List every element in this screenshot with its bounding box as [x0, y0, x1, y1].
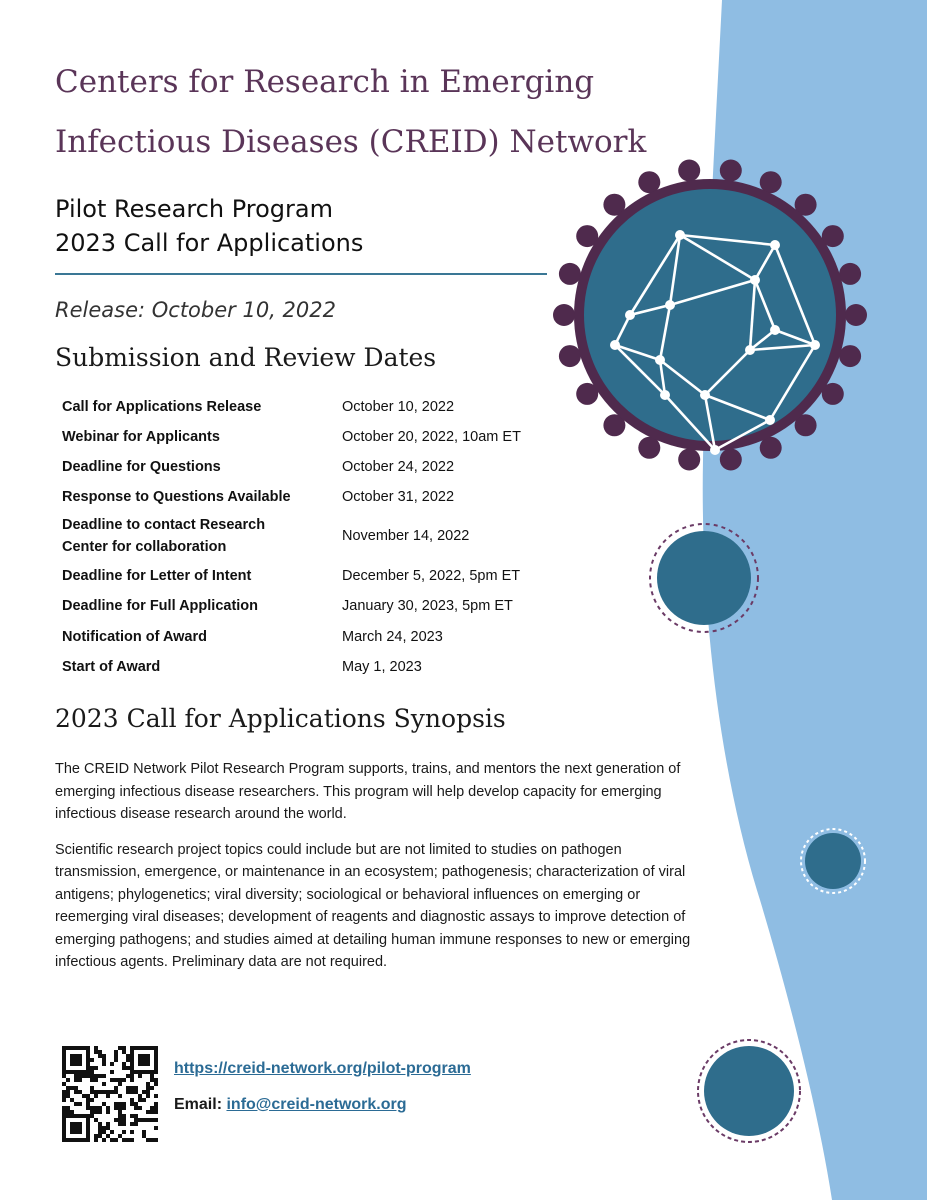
page-title [55, 52, 655, 172]
synopsis-heading: 2023 Call for Applications Synopsis [55, 704, 506, 733]
date-value: October 10, 2022 [342, 399, 455, 415]
date-row [62, 560, 582, 591]
date-label: Start of Award [62, 659, 161, 675]
virus-network-icon [545, 150, 875, 480]
date-label: Notification of Award [62, 628, 207, 645]
qr-code-icon[interactable] [62, 1046, 158, 1142]
date-value: November 14, 2022 [342, 528, 470, 544]
title-line-1: Centers for Research in Emerging [55, 64, 595, 100]
program-line-2: 2023 Call for Applications [55, 229, 364, 257]
date-row [62, 392, 582, 422]
dates-heading: Submission and Review Dates [55, 343, 437, 372]
date-label: Deadline to contact Research Center for collaboration [62, 517, 266, 555]
date-row [62, 621, 582, 652]
date-value: October 24, 2022 [342, 459, 455, 475]
virus-icon [798, 826, 868, 896]
contact-block [174, 1060, 471, 1114]
date-value: May 1, 2023 [342, 659, 422, 675]
divider [55, 273, 547, 275]
synopsis-body [55, 758, 695, 987]
date-row [62, 422, 582, 452]
date-label: Deadline for Letter of Intent [62, 567, 252, 584]
date-row [62, 482, 582, 512]
release-date: Release: October 10, 2022 [55, 298, 336, 322]
date-label: Response to Questions Available [62, 489, 291, 505]
date-value: March 24, 2023 [342, 628, 443, 645]
title-line-2: Infectious Diseases (CREID) Network [55, 124, 647, 160]
date-label: Webinar for Applicants [62, 429, 220, 445]
email-label: Email: [174, 1096, 223, 1113]
dates-table [62, 392, 582, 682]
virus-icon [646, 520, 762, 636]
date-value: October 31, 2022 [342, 489, 455, 505]
date-value: October 20, 2022, 10am ET [342, 429, 521, 445]
date-label: Deadline for Full Application [62, 598, 259, 614]
virus-icon [694, 1036, 804, 1146]
date-row [62, 652, 582, 682]
program-line-1: Pilot Research Program [55, 195, 333, 223]
date-label: Call for Applications Release [62, 399, 262, 415]
synopsis-paragraph: The CREID Network Pilot Research Program supports, trains, and mentors the next generation of emerging infectious disease researchers. This program will help develop capacity for emerging infectious disease research around the world. [55, 761, 681, 822]
date-value: December 5, 2022, 5pm ET [342, 567, 521, 584]
date-label: Deadline for Questions [62, 459, 221, 475]
date-row [62, 512, 582, 560]
date-value: January 30, 2023, 5pm ET [342, 598, 513, 614]
synopsis-paragraph: Scientific research project topics could include but are not limited to studies on pathogen transmission, emergence, or maintenance in an ecosystem; pathogenesis; characterization of viral antigens; phylogenetics; viral diversity; sociological or behavioral influences on emerging or reemerging viral diseases; development of reagents and diagnostic assays to improve detection of emerging pathogens; and studies aimed at detailing human immune responses to new or emerging infectious agents. Preliminary data are not required. [55, 841, 691, 970]
email-link[interactable]: info@creid-network.org [226, 1096, 407, 1113]
date-row [62, 591, 582, 621]
program-title [55, 192, 363, 260]
date-row [62, 452, 582, 482]
program-link[interactable]: https://creid-network.org/pilot-program [174, 1060, 471, 1077]
